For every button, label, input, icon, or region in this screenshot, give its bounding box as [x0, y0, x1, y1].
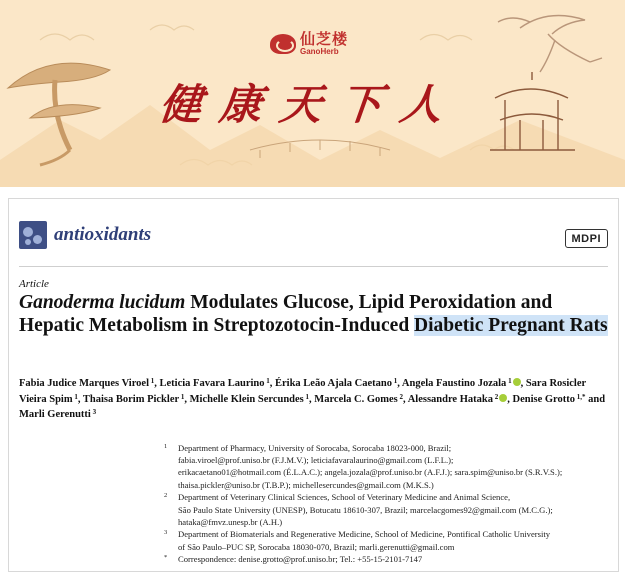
affiliation-line: São Paulo State University (UNESP), Botucatu 18610-307, Brazil; marcelacgomes92@gmail.com (M.C.G.);: [178, 504, 553, 515]
affiliation-line: Department of Biomaterials and Regenerative Medicine, School of Medicine, Pontifical Catholic University: [178, 529, 551, 540]
journal-name: antioxidants: [54, 224, 152, 245]
author-name[interactable]: Thaisa Borim Pickler: [82, 393, 180, 405]
paper-title: [19, 291, 609, 337]
author-name[interactable]: Denise Grotto: [512, 393, 575, 405]
author-affiliation-mark: 1: [179, 392, 185, 401]
author-affiliation-mark: 2: [397, 392, 404, 401]
affiliation-line: hataka@fmvz.unesp.br (A.H.): [178, 516, 283, 527]
author-entry: [190, 394, 315, 405]
author-name[interactable]: Érika Leão Ajala Caetano: [275, 378, 392, 389]
author-affiliation-mark: 1: [72, 392, 78, 401]
author-affiliation-mark: 1: [506, 377, 512, 385]
author-affiliation-mark: 1: [303, 392, 310, 401]
author-name[interactable]: Fabia Judice Marques Viroel: [19, 378, 149, 389]
author-name[interactable]: Marli Gerenutti: [19, 409, 91, 420]
affiliation-line: thaisa.pickler@uniso.br (T.B.P.); michellesercundes@gmail.com (M.K.S.): [178, 479, 434, 490]
publisher-logo: MDPI: [565, 229, 609, 248]
title-text: Modulates Glucose, Lipid Peroxidation and Hepatic Metabolism in Streptozotocin-Induced: [19, 292, 553, 336]
author-entry: [512, 394, 605, 405]
orcid-icon[interactable]: [513, 378, 521, 386]
banner-slogan: 健康天下人: [157, 80, 463, 129]
author-entry: [314, 394, 407, 405]
author-separator: and: [585, 393, 606, 405]
author-affiliation-mark: 1: [391, 377, 398, 385]
author-separator: ,: [269, 378, 275, 389]
author-entry: [19, 409, 96, 420]
affiliation-line: Correspondence: denise.grotto@prof.uniso.br; Tel.: +55-15-2101-7147: [178, 554, 423, 565]
affiliation-line: Department of Veterinary Clinical Sciences, School of Veterinary Medicine and Animal Science,: [178, 492, 511, 503]
logo-chinese-name: 仙芝楼: [300, 30, 349, 48]
author-separator: ,: [520, 378, 526, 389]
journal-header: [19, 221, 151, 249]
author-entry: [83, 394, 190, 405]
author-separator: ,: [184, 393, 190, 405]
author-separator: ,: [507, 393, 513, 405]
title-species-name: Ganoderma lucidum: [19, 292, 186, 313]
ganoherb-logo: [270, 32, 348, 56]
affiliation-list: [164, 442, 614, 566]
lingzhi-logo-icon: [270, 34, 296, 54]
author-list: [19, 376, 611, 423]
author-affiliation-mark: 1: [264, 377, 270, 385]
author-entry: [19, 378, 160, 389]
author-affiliation-mark: 2: [492, 392, 499, 401]
affiliation-item: [164, 442, 614, 491]
author-entry: [160, 378, 276, 389]
affiliation-item: [164, 553, 614, 565]
affiliation-number: 1: [164, 443, 168, 450]
author-name[interactable]: Angela Faustino Jozala: [401, 378, 507, 389]
author-affiliation-mark: 1,*: [575, 392, 586, 401]
author-separator: ,: [154, 378, 160, 389]
article-type: Article: [19, 278, 49, 290]
affiliation-number: 2: [164, 492, 168, 500]
ganoherb-banner: [0, 0, 625, 187]
journal-logo-icon: [19, 221, 47, 249]
author-separator: ,: [403, 393, 408, 405]
affiliation-item: [164, 491, 614, 528]
author-name[interactable]: Marcela C. Gomes: [314, 393, 398, 405]
logo-english-name: GanoHerb: [300, 47, 339, 56]
affiliation-line: fabia.viroel@prof.uniso.br (F.J.M.V.); leticiafavaralaurino@gmail.com (L.F.L.);: [178, 455, 454, 466]
affiliation-number: *: [164, 554, 168, 562]
author-separator: ,: [309, 393, 315, 405]
affiliation-number: 3: [164, 529, 168, 537]
author-affiliation-mark: 1: [149, 377, 155, 385]
author-separator: ,: [77, 393, 83, 405]
author-affiliation-mark: 3: [90, 408, 97, 416]
author-name[interactable]: Alessandre Hataka: [407, 393, 493, 405]
author-name[interactable]: Leticia Favara Laurino: [159, 378, 265, 389]
affiliation-item: [164, 528, 614, 552]
affiliation-line: Department of Pharmacy, University of Sorocaba, Sorocaba 18023-000, Brazil;: [178, 443, 452, 453]
author-entry: [408, 394, 513, 405]
affiliation-line: erikacaetano01@hotmail.com (É.L.A.C.); angela.jozala@prof.uniso.br (A.F.J.); sara.spim@uniso.br (S.R.V.S.);: [178, 467, 563, 478]
author-separator: ,: [397, 378, 402, 389]
title-highlighted-text[interactable]: Diabetic Pregnant Rats: [414, 315, 608, 336]
author-entry: [275, 378, 402, 389]
paper-first-page: [8, 198, 619, 572]
affiliation-line: of São Paulo–PUC SP, Sorocaba 18030-070, Brazil; marli.gerenutti@gmail.com: [178, 541, 455, 552]
author-entry: [402, 378, 526, 389]
author-name[interactable]: Michelle Klein Sercundes: [189, 393, 304, 405]
header-divider: [19, 266, 608, 267]
author-name[interactable]: Sara Rosicler Vieira Spim: [19, 378, 586, 405]
